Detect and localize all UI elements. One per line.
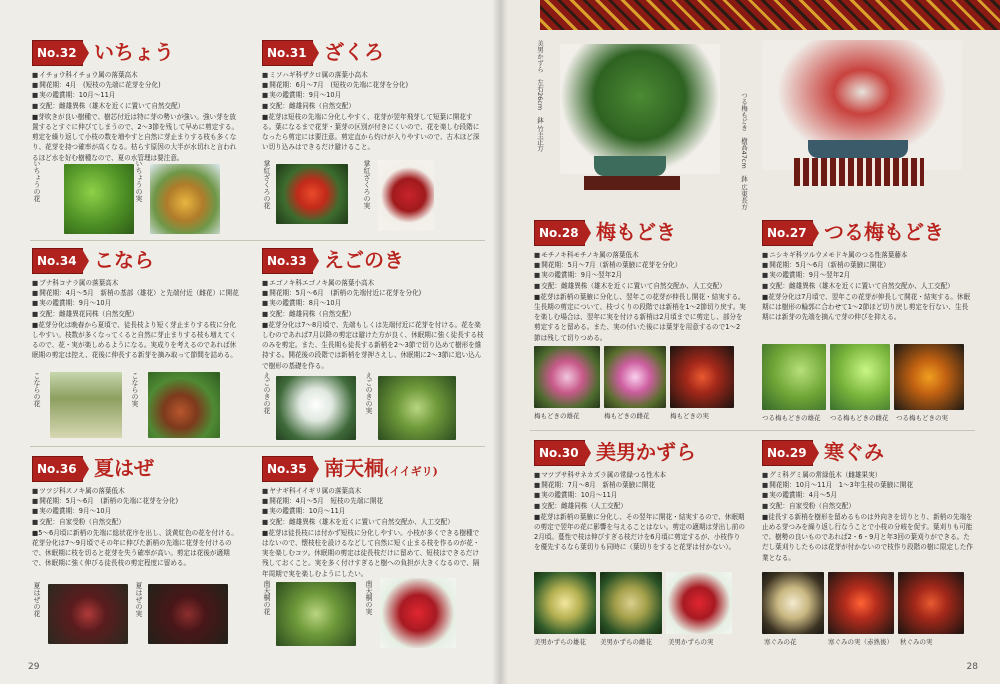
entry-title: 寒ぐみ	[824, 440, 884, 464]
entry-number: No.28	[534, 220, 585, 246]
bonsai-caption: つる梅もどき 樹高47cm 鉢 広東長方	[740, 92, 748, 210]
entry-meta: ■ イチョウ科イチョウ属の落葉高木 ■ 開花期：4月 (短枝の先端に花芽を分化) ■ 実の鑑賞期：10月～11月 ■ 交配：雌雄異株（雄木を近くに置いて自然交配）	[32, 70, 242, 111]
konara-acorn-photo	[148, 372, 220, 438]
entry-konara	[32, 248, 242, 361]
entry-title: 梅もどき	[596, 220, 676, 244]
entry-ichou	[32, 40, 242, 163]
egonoki-fruit-photo	[378, 376, 456, 440]
entry-meta: ■ ミソハギ科ザクロ属の落葉小高木 ■ 開花期：6月～7月 (短枝の先端に花芽を分化) ■ 実の鑑賞期：9月～10月 ■ 交配：雌雄同株（自然交配）	[262, 70, 484, 111]
photo-caption: えごのきの花	[263, 372, 271, 414]
umemodoki-fruit-photo	[670, 346, 734, 408]
bonsai-pot	[808, 140, 908, 158]
entry-meta: ■ グミ科グミ属の常緑低木（雌雄果実） ■ 開花期：10月～11月 1～3年生枝の葉腋に開花 ■ 実の鑑賞期：4月～5月 ■ 交配：自家受粉（自然交配）	[762, 470, 974, 511]
umemodoki-female-flower-photo	[604, 346, 666, 408]
entry-nanten	[262, 456, 484, 579]
entry-description: ■徒長する新梢を樹形を留めるものは外向きを切りとり、新梢の先端を止める芽つみを繰り返し行なうことで小枝の分岐を促す。葉刈りも可能で、樹勢の良いものであれば2・6・9月と年3回の葉刈りができる。ただし葉刈りしたものは花芽が付かないので枝作り段階の樹に限定した作業となる。	[762, 512, 973, 562]
entry-egonoki	[262, 248, 484, 371]
entry-number: No.29	[762, 440, 813, 466]
photo-caption: 寒ぐみの花	[764, 638, 797, 646]
entry-description: ■花芽分化は晩春から夏頃で、徒長枝より短く芽止まりする枝に分化しやすい。枝数が多くなってくると自然に芽止まりする枝も増えてくるので、花・実が楽しめるようになる。実成りを考えるのであれば休眠期の剪定は控え、花後に伸長する新芽を摘み取って節間を詰める。	[32, 320, 237, 360]
photo-caption: 梅もどきの雄花	[534, 412, 580, 420]
tsuru-female-flower-photo	[830, 344, 890, 410]
entry-title: えごのき	[324, 248, 404, 272]
entry-title: ざくろ	[324, 40, 384, 64]
pomegranate-fruit-photo	[378, 160, 434, 230]
bonsai-caption: 美男かずら 左右26cm 鉢 竹圭正方	[536, 40, 544, 152]
decorative-pattern-band	[540, 0, 1000, 30]
entry-description: ■花芽は新梢の葉腋に分化し、その翌年に開花・結実するので、休眠期の剪定で翌年の花に影響を与えることはない。剪定の適期は芽出し前の2月頃。蔓性で枝は伸びすぎる枝だけを6月頃に剪定するが、小枝作りを優先するなら葉切りも同時に（葉切りをすると花芽は付かない）。	[534, 512, 745, 552]
entry-zakuro	[262, 40, 484, 153]
photo-caption: 南天桐の実	[365, 580, 373, 615]
entry-number: No.27	[762, 220, 813, 246]
divider	[530, 430, 975, 431]
entry-meta: ■ モチノキ科モチノキ属の落葉低木 ■ 開花期：5月～7月（新梢の葉腋に花芽を分化） ■ 実の鑑賞期：9月～翌年2月 ■ 交配：雌雄異株（雄木を近くに置いて自然交配か、人工交配）	[534, 250, 746, 291]
entry-title: こなら	[94, 248, 154, 272]
nanten-flower-photo	[276, 582, 356, 646]
entry-description: ■花芽分化は7～8月頃で、先端もしくは先端付近に花芽を付ける。花を楽しむのであれば7月以降の剪定は避けた方が良く、休眠期に強く徒長する枝のみを剪定。また、生長期も徒長する新梢を2～3節で切り込めて樹形を維持する。開花後の段階では新梢を芽押さえし、休眠期に2～3節に追い込んで樹形の基礎を作る。	[262, 320, 484, 370]
photo-caption: 掌紅ざくろの実	[363, 160, 371, 209]
page-gutter	[492, 0, 508, 684]
bonsai-stand	[584, 176, 680, 190]
entry-description: ■花芽は新梢の葉腋に分化し、翌年この花芽が伸長し開花・結実する。生長期の剪定について、枝づくりの段階では新梢を1～2節切り戻す。実を楽しむ場合は、翌年に実を付ける新梢は2月頃までに剪定し、部分を剪定すると留める。また、実の付いた後には葉芽を用意するので1～2節は残して切りつめる。	[534, 292, 747, 342]
binan-male-flower-photo	[534, 572, 596, 634]
photo-caption: こならの花	[33, 372, 41, 407]
entry-description: ■花芽分化は7月頃で、翌年この花芽が伸長して開花・結実する。休眠期には樹形の輪郭に合わせて1～2節ほど切り戻し剪定を行ない、生長期には新芽の先端を摘んで芽の伸びを抑える。	[762, 292, 971, 322]
entry-number: No.33	[262, 248, 313, 274]
ginkgo-fruit-photo	[150, 164, 220, 234]
divider	[30, 240, 485, 241]
entry-meta: ■ ニシキギ科ツルウメモドキ属のつる性落葉藤本 ■ 開花期：5月～6月（新梢の葉腋に開花） ■ 実の鑑賞期：9月～翌年2月 ■ 交配：雌雄異株（雄木を近くに置いて自然交配か、人工交配）	[762, 250, 974, 291]
entry-number: No.35	[262, 456, 313, 482]
entry-meta: ■ ブナ科コナラ属の落葉高木 ■ 開花期：4月～5月 新梢の基部（雄花）と先端付近（雌花）に開花 ■ 実の鑑賞期：9月～10月 ■ 交配：雌雄異花同株（自然交配）	[32, 278, 242, 319]
photo-caption: いちょうの実	[135, 160, 143, 202]
kangumi-flower-photo	[762, 572, 824, 634]
entry-kangumi	[762, 440, 974, 563]
entry-title: 南天桐(イイギリ)	[324, 456, 438, 480]
entry-title: 夏はぜ	[94, 456, 154, 480]
divider	[30, 446, 485, 447]
entry-meta: ■ ヤナギ科イイギリ属の落葉高木 ■ 開花期：4月～5月 短枝の先端に開花 ■ 実の鑑賞期：10月～11月 ■ 交配：雌雄異株（雄木を近くに置いて自然交配か、人工交配）	[262, 486, 484, 527]
nanten-fruit-photo	[380, 578, 456, 648]
binan-female-flower-photo	[600, 572, 662, 634]
photo-caption: 美男かずらの雄花	[534, 638, 586, 646]
photo-caption: つる梅もどきの実	[896, 414, 948, 422]
photo-caption: 南天桐の花	[263, 580, 271, 615]
bonsai-stand	[794, 158, 924, 186]
entry-number: No.30	[534, 440, 585, 466]
entry-number: No.32	[32, 40, 83, 66]
kangumi-fruit-photo	[828, 572, 894, 634]
page-number-right: 28	[966, 662, 978, 672]
ginkgo-flower-photo	[64, 164, 134, 234]
entry-title: いちょう	[94, 40, 174, 64]
photo-caption: えごのきの実	[365, 372, 373, 414]
entry-description: ■花芽は短枝の先端に分化しやすく、花芽が翌年飛芽して短葉に開花する。葉になるまで花芽・葉芽の区別が付きにくいので、花を楽しむ段階になったら剪定には要注意。剪定直から灼けが入りやすいので、古木ほど深い切り込みはできるだけ避けること。	[262, 112, 480, 152]
entry-description: ■芽吹きが良い樹種で、樹芯付近は特に芽の勢いが強い。強い芽を放置するとすぐに伸びてしまうので、2～3節を残して早めに剪定する。剪定を繰り返して小枝の数を増やすと自然に芽止まりする枝も多くなり、花芽を持つ確率が高くなる。枯らす原因の大半が水切れと言われるほど水を好む樹種なので、夏の水管理は要注意。	[32, 112, 239, 162]
photo-caption: つる梅もどきの雄花	[762, 414, 821, 422]
photo-caption: 夏はぜの花	[33, 582, 41, 617]
photo-caption: 夏はぜの実	[135, 582, 143, 617]
entry-tsuru	[762, 220, 974, 322]
entry-number: No.31	[262, 40, 313, 66]
natsuhaze-fruit-photo	[148, 584, 228, 644]
page-number-left: 29	[28, 662, 40, 672]
photo-caption: 梅もどきの雌花	[604, 412, 650, 420]
entry-meta: ■ マツブサ科サネカズラ属の常緑つる性木本 ■ 開花期：7月～8月 新梢の葉腋に開花 ■ 実の鑑賞期：10月～11月 ■ 交配：雌雄同株（人工交配）	[534, 470, 746, 511]
photo-caption: いちょうの花	[33, 160, 41, 202]
photo-caption: つる梅もどきの雌花	[830, 414, 889, 422]
umemodoki-male-flower-photo	[534, 346, 600, 408]
photo-caption: 梅もどきの実	[670, 412, 709, 420]
photo-caption: こならの実	[131, 372, 139, 407]
photo-caption: 寒ぐみの実（赤熟後）	[828, 638, 893, 646]
entry-description: ■花芽は徒長枝には付かず短枝に分化しやすい。小枝が多くできる樹種ではないので、懐枝柱を設けるなどして自然に短く止まる枝を作るのが花・実を楽しむコツ。休眠期の剪定は徒長枝だけに留めて、短枝はできるだけ残しておくこと。実を多く付けすぎると樹への負担が大きくなるので、隔年周期で実を楽しむようにしたい。	[262, 528, 480, 578]
konara-catkin-photo	[50, 372, 122, 438]
binan-bonsai-photo	[560, 44, 720, 174]
entry-meta: ■ ツツジ科スノキ属の落葉低木 ■ 開花期：5月～6月 (新梢の先端に花芽を分化) ■ 実の鑑賞期：9月～10月 ■ 交配：自家受粉（自然交配）	[32, 486, 242, 527]
pomegranate-flower-photo	[276, 164, 348, 224]
photo-caption: 掌紅ざくろの花	[263, 160, 271, 209]
entry-number: No.34	[32, 248, 83, 274]
photo-caption: 秋ぐみの実	[900, 638, 933, 646]
egonoki-flower-photo	[276, 376, 356, 440]
photo-caption: 美男かずらの実	[668, 638, 714, 646]
photo-caption: 美男かずらの雌花	[600, 638, 652, 646]
bonsai-pot	[594, 156, 666, 176]
entry-description: ■5～6月頃に新梢の先端に総状花序を出し、淡黄紅色の花を付ける。花芽分化は7～9月頃でその年に伸びた新梢の先端に花芽を付けるので、休眠期に枝を切ると花芽を失う確率が高い。剪定は花後が適期で、休眠期に強く伸びる徒長枝の剪定程度に留める。	[32, 528, 238, 568]
entry-title: 美男かずら	[596, 440, 696, 464]
entry-binan	[534, 440, 746, 553]
binan-fruit-photo	[666, 572, 732, 634]
entry-meta: ■ エゴノキ科エゴノキ属の落葉小高木 ■ 開花期：5月～6月 (新梢の先端付近に花芽を分化) ■ 実の鑑賞期：8月～10月 ■ 交配：雌雄同株（自然交配）	[262, 278, 484, 319]
tsuru-male-flower-photo	[762, 344, 826, 410]
entry-number: No.36	[32, 456, 83, 482]
entry-umemodoki	[534, 220, 746, 343]
entry-natsuhaze	[32, 456, 242, 569]
akigumi-fruit-photo	[898, 572, 964, 634]
entry-title: つる梅もどき	[824, 220, 944, 244]
natsuhaze-flower-photo	[48, 584, 128, 644]
tsuru-fruit-photo	[894, 344, 964, 410]
